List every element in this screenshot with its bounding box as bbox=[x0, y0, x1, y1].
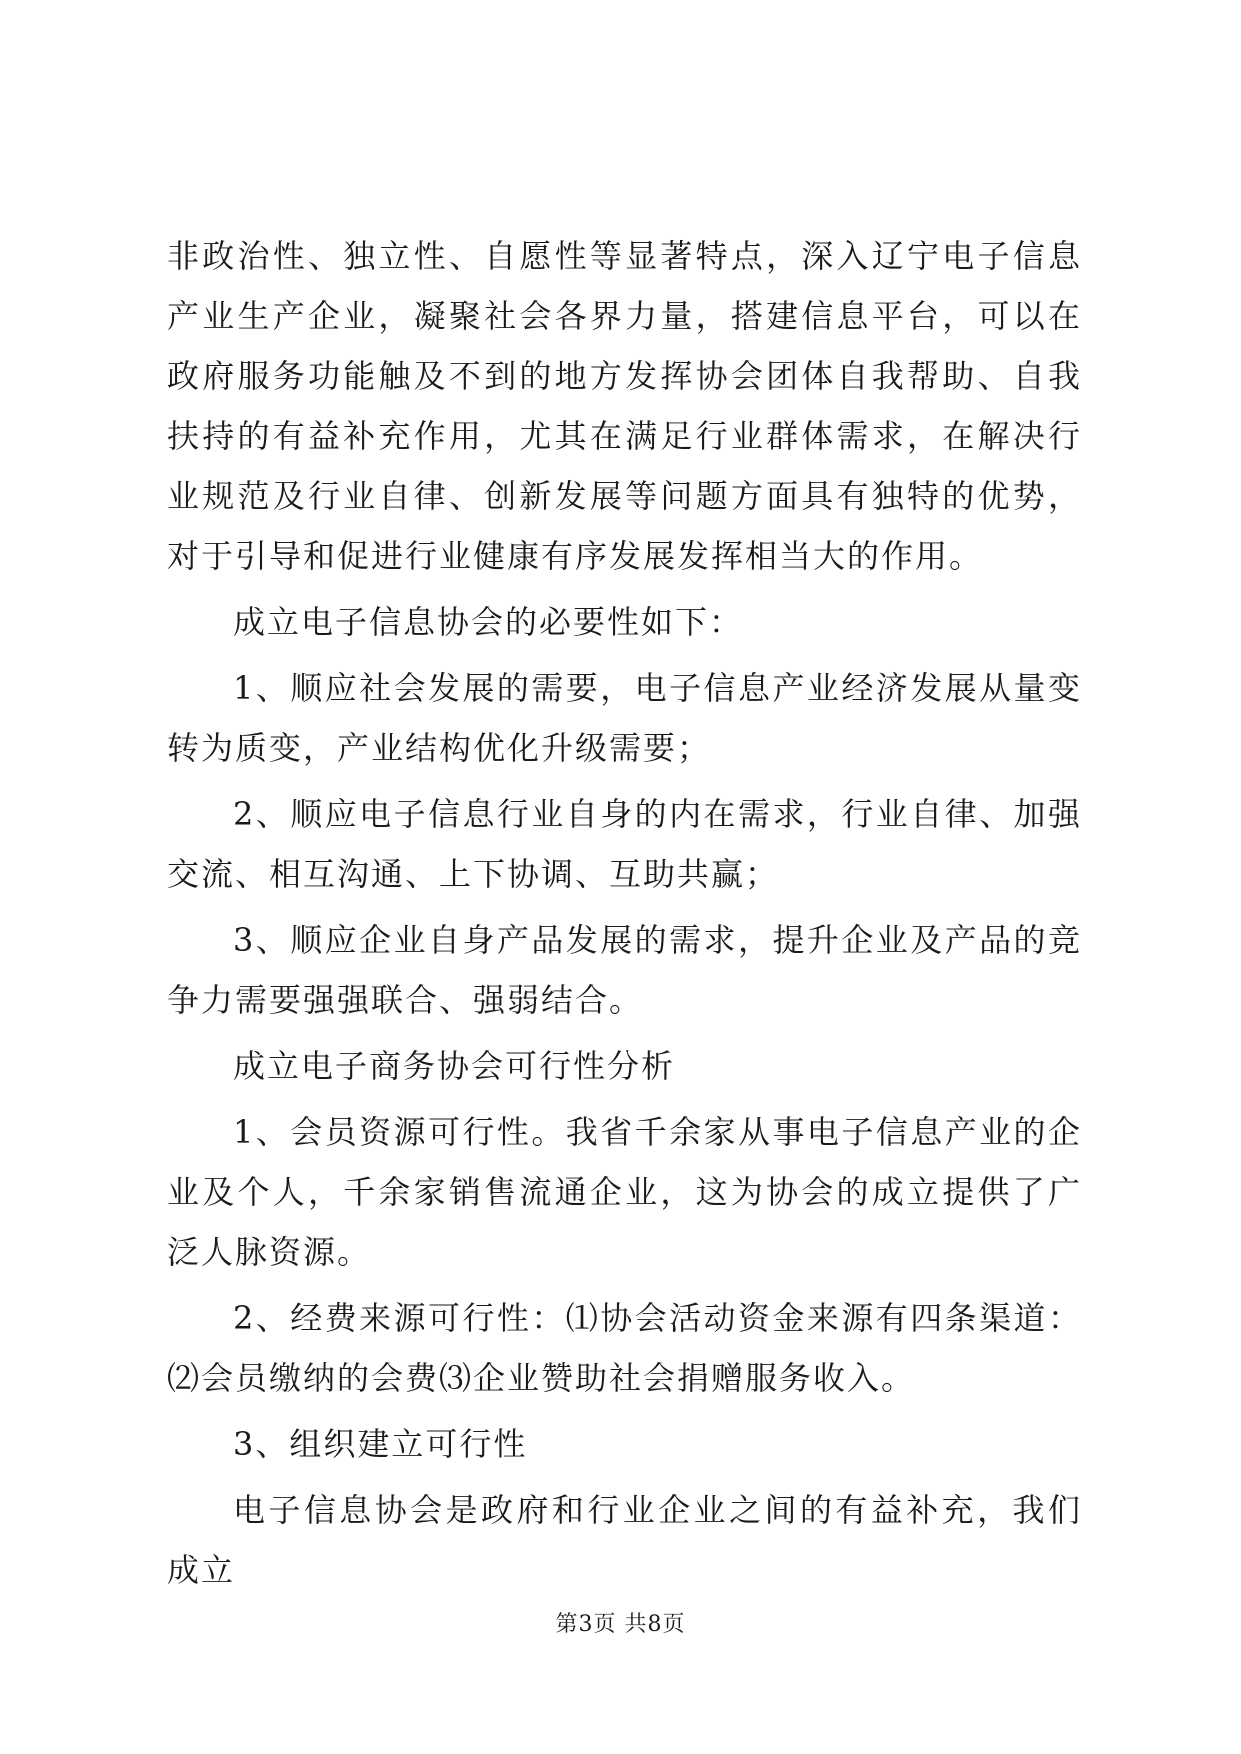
page-number-footer: 第3页 共8页 bbox=[555, 1612, 686, 1637]
list-item: 3、组织建立可行性 bbox=[233, 1425, 528, 1463]
document-body bbox=[167, 226, 1082, 1600]
section-heading: 成立电子商务协会可行性分析 bbox=[233, 1047, 676, 1085]
list-item: 1、顺应社会发展的需要，电子信息产业经济发展从量变转为质变，产业结构优化升级需要； bbox=[167, 669, 1082, 767]
paragraph: 成立电子信息协会的必要性如下： bbox=[233, 603, 744, 641]
paragraph: 电子信息协会是政府和行业企业之间的有益补充，我们成立 bbox=[167, 1491, 1082, 1589]
list-item: 3、顺应企业自身产品发展的需求，提升企业及产品的竞争力需要强强联合、强弱结合。 bbox=[167, 921, 1082, 1019]
list-item: 1、会员资源可行性。我省千余家从事电子信息产业的企业及个人，千余家销售流通企业，这为协会的成立提供了广泛人脉资源。 bbox=[167, 1113, 1082, 1271]
list-item: 2、经费来源可行性：⑴协会活动资金来源有四条渠道：⑵会员缴纳的会费⑶企业赞助社会捐赠服务收入。 bbox=[167, 1299, 1082, 1397]
paragraph: 非政治性、独立性、自愿性等显著特点，深入辽宁电子信息产业生产企业，凝聚社会各界力量，搭建信息平台，可以在政府服务功能触及不到的地方发挥协会团体自我帮助、自我扶持的有益补充作用，尤其在满足行业群体需求，在解决行业规范及行业自律、创新发展等问题方面具有独特的优势，对于引导和促进行业健康有序发展发挥相当大的作用。 bbox=[167, 237, 1082, 575]
list-item: 2、顺应电子信息行业自身的内在需求，行业自律、加强交流、相互沟通、上下协调、互助共赢； bbox=[167, 795, 1082, 893]
